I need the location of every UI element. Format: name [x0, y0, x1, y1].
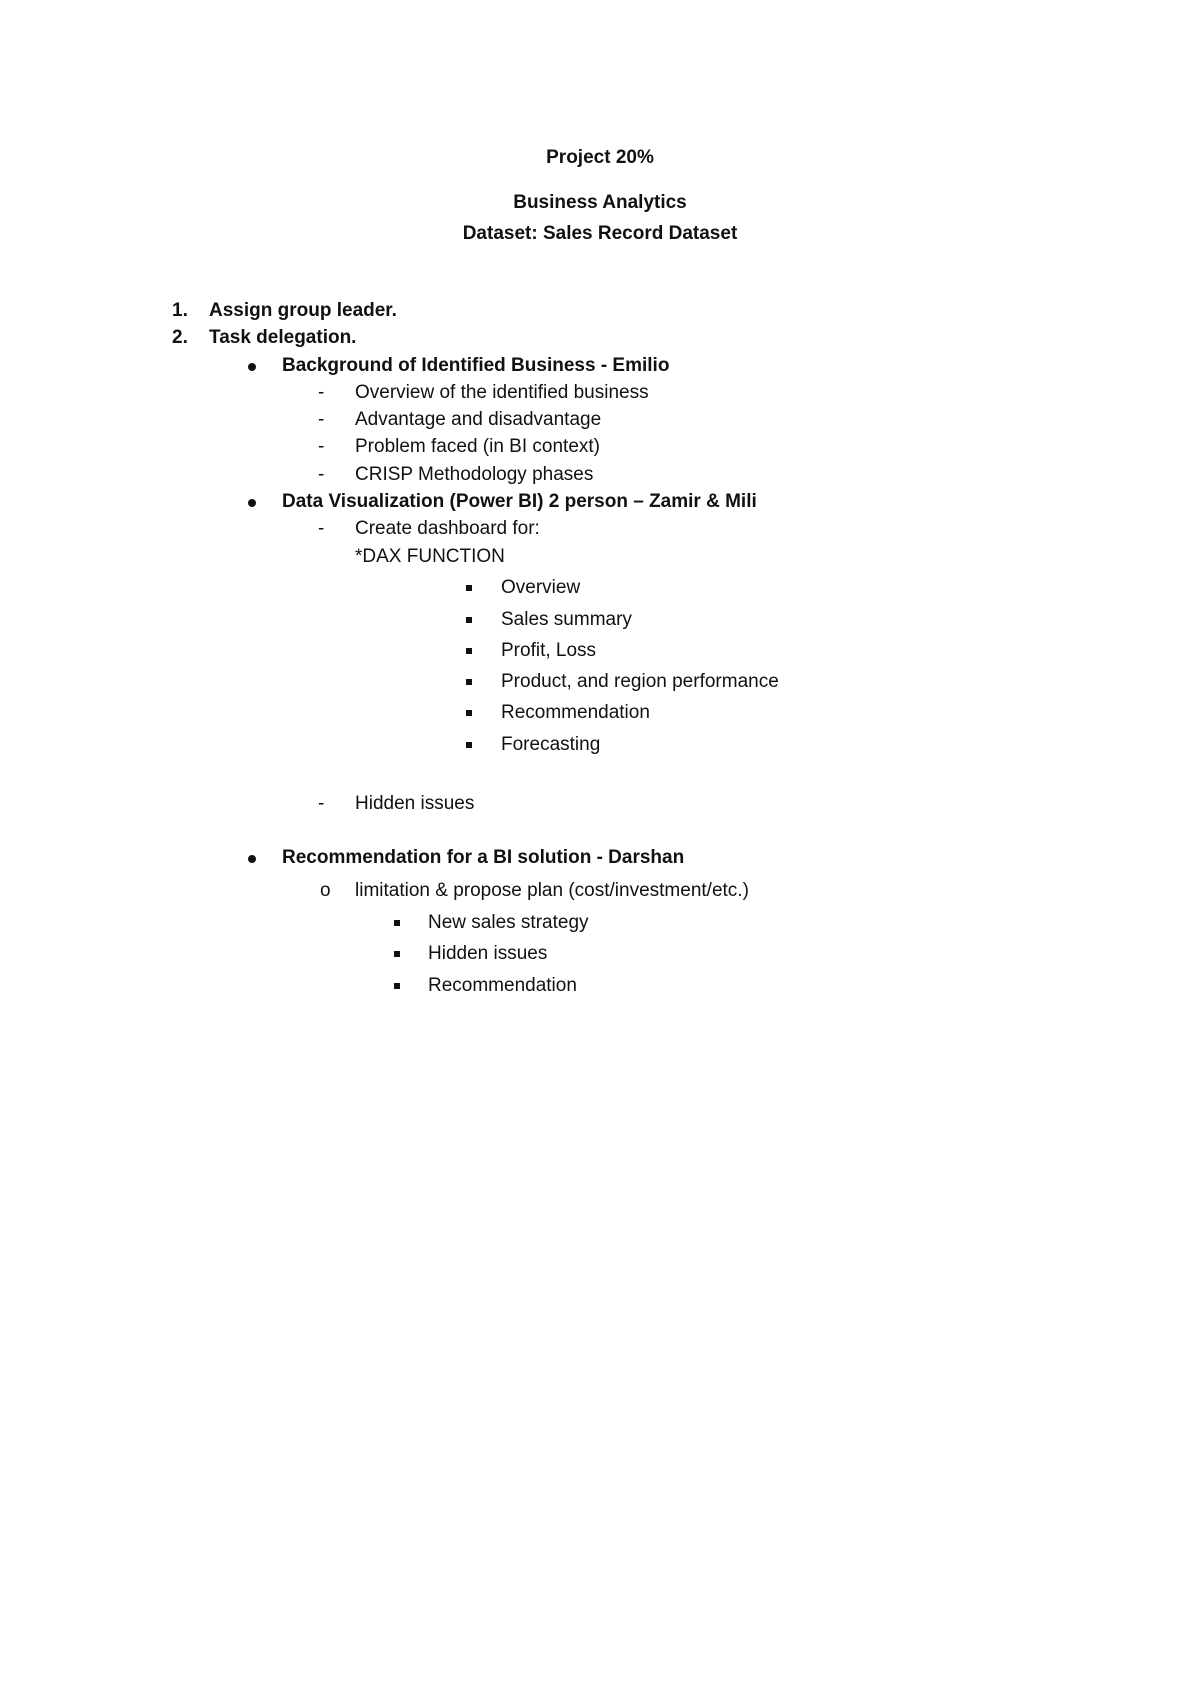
square-bullet — [466, 742, 472, 748]
recommendation-sub-item-3: Recommendation — [428, 975, 577, 996]
square-bullet — [466, 710, 472, 716]
square-bullet — [466, 648, 472, 654]
dashboard-sub-item-2: Sales summary — [501, 609, 632, 630]
circle-marker: o — [320, 880, 331, 901]
dash-marker: - — [318, 436, 325, 457]
dash-marker: - — [318, 518, 325, 539]
square-bullet — [466, 679, 472, 685]
dash-marker: - — [318, 793, 325, 814]
section-title-visualization: Data Visualization (Power BI) 2 person – Zamir & Mili — [282, 491, 757, 512]
recommendation-sub-item-1: New sales strategy — [428, 912, 589, 933]
dash-marker: - — [318, 382, 325, 403]
dashboard-sub-item-6: Forecasting — [501, 734, 601, 755]
square-bullet — [466, 585, 472, 591]
dash-marker: - — [318, 409, 325, 430]
dashboard-sub-item-3: Profit, Loss — [501, 640, 597, 661]
step-text-1: Assign group leader. — [209, 300, 397, 321]
step-text-2: Task delegation. — [209, 327, 357, 348]
background-item-2: Advantage and disadvantage — [355, 409, 602, 430]
recommendation-sub-item-2: Hidden issues — [428, 943, 548, 964]
dashboard-sub-item-5: Recommendation — [501, 702, 650, 723]
recommendation-o-item: limitation & propose plan (cost/investment/etc.) — [355, 880, 749, 901]
square-bullet — [394, 983, 400, 989]
dashboard-sub-item-4: Product, and region performance — [501, 671, 779, 692]
section-title-recommendation: Recommendation for a BI solution - Darshan — [282, 847, 685, 868]
bullet-dot-recommendation — [248, 855, 256, 863]
bullet-dot-background — [248, 363, 256, 371]
dashboard-item: Create dashboard for: — [355, 518, 540, 539]
square-bullet — [394, 920, 400, 926]
dataset-title: Dataset: Sales Record Dataset — [462, 223, 738, 244]
course-title: Business Analytics — [513, 192, 687, 213]
hidden-issues-item: Hidden issues — [355, 793, 475, 814]
step-number-2: 2. — [172, 327, 188, 348]
background-item-4: CRISP Methodology phases — [355, 464, 594, 485]
project-title: Project 20% — [546, 147, 654, 168]
square-bullet — [466, 617, 472, 623]
bullet-dot-visualization — [248, 499, 256, 507]
background-item-1: Overview of the identified business — [355, 382, 649, 403]
square-bullet — [394, 951, 400, 957]
section-title-background: Background of Identified Business - Emilio — [282, 355, 670, 376]
step-number-1: 1. — [172, 300, 188, 321]
dax-note: *DAX FUNCTION — [355, 546, 505, 567]
dashboard-sub-item-1: Overview — [501, 577, 581, 598]
dash-marker: - — [318, 464, 325, 485]
background-item-3: Problem faced (in BI context) — [355, 436, 600, 457]
